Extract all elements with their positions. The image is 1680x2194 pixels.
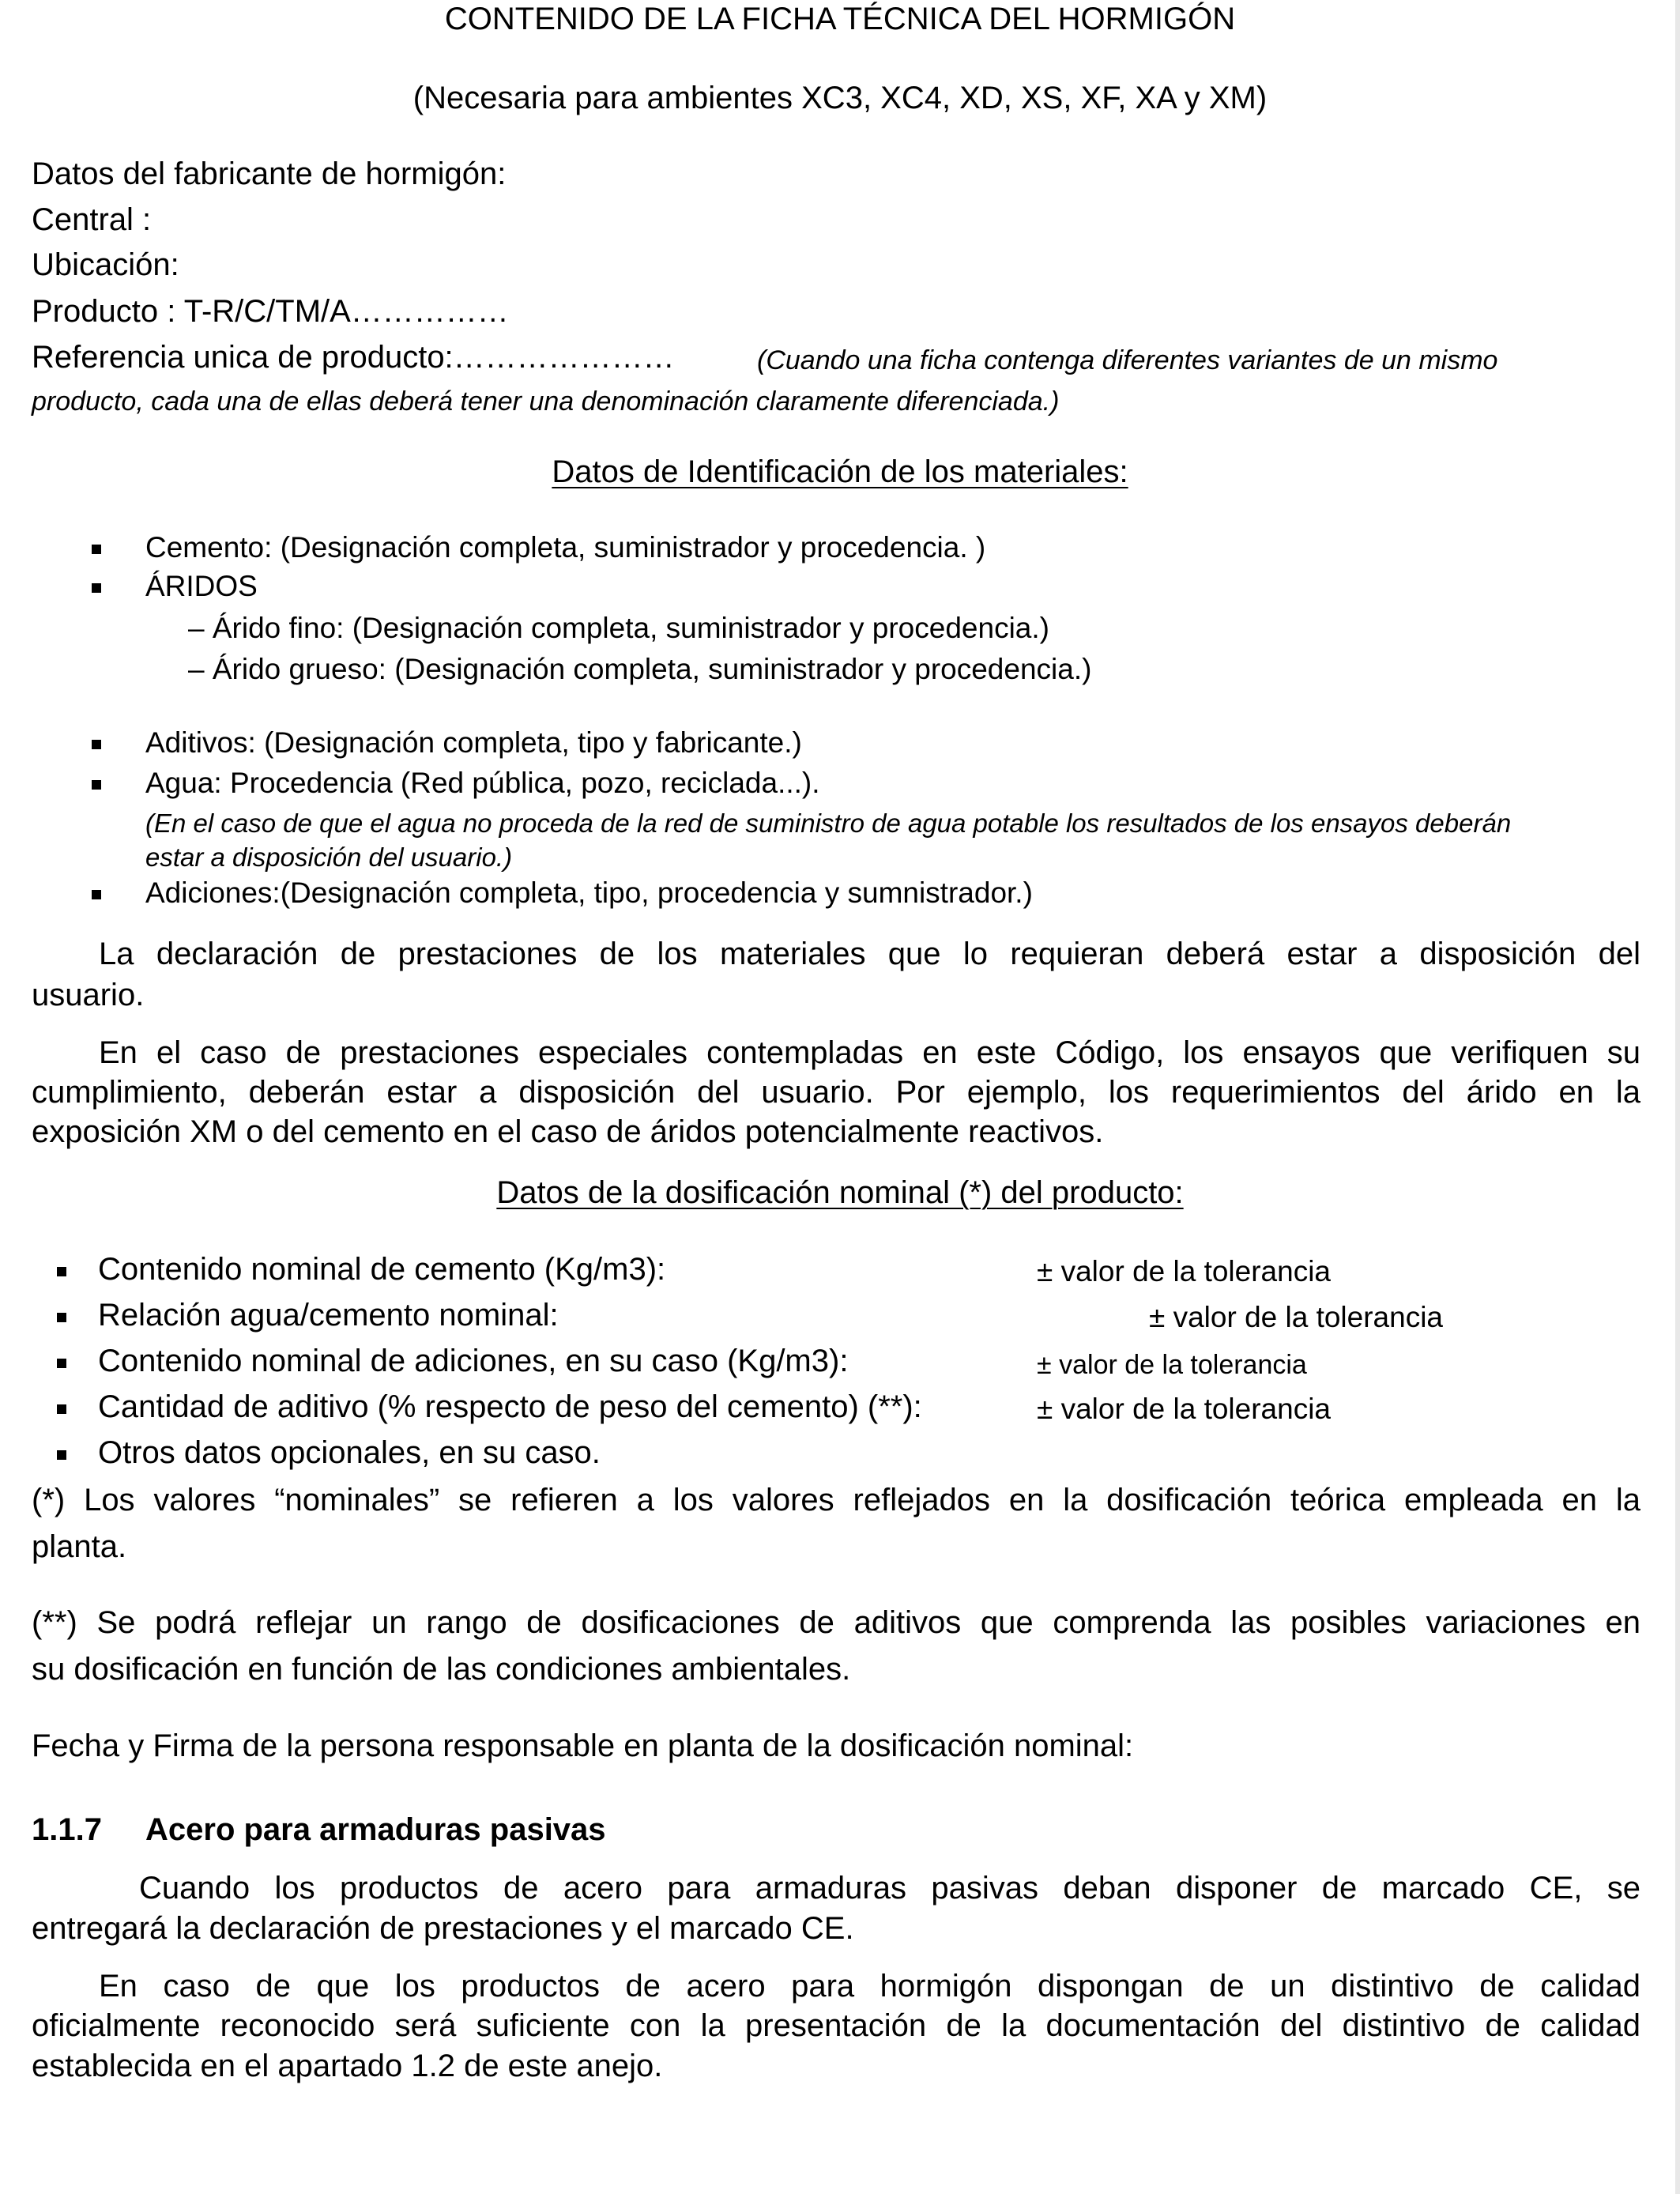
- dosage-item-label: Contenido nominal de cemento (Kg/m3):: [98, 1252, 666, 1287]
- material-item-cemento: Cemento: (Designación completa, suministrador y procedencia. ): [145, 531, 986, 564]
- material-item-agua: Agua: Procedencia (Red pública, pozo, reciclada...).: [145, 767, 820, 799]
- page-edge-divider: [1675, 0, 1680, 2194]
- dosage-item-tolerance: ± valor de la tolerancia: [1037, 1350, 1307, 1380]
- section-paragraph-2-line-1: En caso de que los productos de acero para hormigón dispongan de un distintivo de calidad: [99, 1969, 1640, 2004]
- document-title: CONTENIDO DE LA FICHA TÉCNICA DEL HORMIGÓN: [444, 2, 1236, 36]
- agua-note-line-1: (En el caso de que el agua no proceda de la red de suministro de agua potable los resultados de los ensayos deberán: [145, 809, 1512, 838]
- dosage-note-1-line-2: planta.: [32, 1529, 127, 1564]
- section-title: Acero para armaduras pasivas: [145, 1812, 606, 1847]
- referencia-note-line-1: (Cuando una ficha contenga diferentes variantes de un mismo: [757, 345, 1498, 375]
- ubicacion-field-label: Ubicación:: [32, 247, 179, 282]
- bullet-icon: [92, 583, 101, 593]
- producto-field-label: Producto : T-R/C/TM/A……………: [32, 294, 509, 329]
- section-paragraph-1-line-1: Cuando los productos de acero para armaduras pasivas deban disponer de marcado CE, se: [139, 1871, 1640, 1906]
- dosage-item-tolerance: ± valor de la tolerancia: [1037, 1393, 1332, 1425]
- dosage-item-tolerance: ± valor de la tolerancia: [1037, 1255, 1332, 1287]
- paragraph-prestaciones-line-2: cumplimiento, deberán estar a disposición del usuario. Por ejemplo, los requerimientos del árido en la: [32, 1075, 1640, 1110]
- section-number: 1.1.7: [32, 1812, 102, 1847]
- manufacturer-heading: Datos del fabricante de hormigón:: [32, 156, 507, 191]
- paragraph-prestaciones-line-1: En el caso de prestaciones especiales contempladas en este Código, los ensayos que verifiquen su: [99, 1035, 1640, 1070]
- material-item-aridos: ÁRIDOS: [145, 570, 258, 602]
- dosage-note-2-line-1: (**) Se podrá reflejar un rango de dosificaciones de aditivos que comprenda las posibles variaciones en: [32, 1605, 1640, 1640]
- bullet-icon: [92, 740, 101, 749]
- bullet-icon: [92, 780, 101, 790]
- dosage-item-label: Relación agua/cemento nominal:: [98, 1298, 559, 1333]
- bullet-icon: [92, 890, 101, 899]
- paragraph-declaracion-line-2: usuario.: [32, 978, 145, 1012]
- dosage-item-tolerance: ± valor de la tolerancia: [1149, 1301, 1444, 1333]
- paragraph-prestaciones-line-3: exposición XM o del cemento en el caso de áridos potencialmente reactivos.: [32, 1114, 1104, 1149]
- paragraph-declaracion-line-1: La declaración de prestaciones de los materiales que lo requieran deberá estar a disposición del: [99, 937, 1640, 971]
- material-item-aditivos: Aditivos: (Designación completa, tipo y fabricante.): [145, 726, 802, 759]
- section-paragraph-1-line-2: entregará la declaración de prestaciones y el marcado CE.: [32, 1911, 854, 1946]
- document-subtitle: (Necesaria para ambientes XC3, XC4, XD, XS, XF, XA y XM): [412, 81, 1268, 115]
- dosage-item-label: Cantidad de aditivo (% respecto de peso del cemento) (**):: [98, 1389, 922, 1424]
- material-subitem-arido-fino: – Árido fino: (Designación completa, suministrador y procedencia.): [188, 612, 1049, 644]
- bullet-icon: [57, 1313, 66, 1322]
- section-paragraph-2-line-2: oficialmente reconocido será suficiente con la presentación de la documentación del distintivo de calidad: [32, 2008, 1640, 2043]
- central-field-label: Central :: [32, 202, 152, 237]
- dosage-note-2-line-2: su dosificación en función de las condiciones ambientales.: [32, 1652, 851, 1687]
- material-subitem-arido-grueso: – Árido grueso: (Designación completa, suministrador y procedencia.): [188, 653, 1092, 685]
- dosage-heading: Datos de la dosificación nominal (*) del producto:: [496, 1175, 1184, 1210]
- referencia-field-label: Referencia unica de producto:…………………: [32, 340, 675, 375]
- section-paragraph-2-line-3: establecida en el apartado 1.2 de este anejo.: [32, 2049, 663, 2083]
- bullet-icon: [57, 1404, 66, 1414]
- bullet-icon: [57, 1450, 66, 1460]
- referencia-note-line-2: producto, cada una de ellas deberá tener una denominación claramente diferenciada.): [32, 386, 1060, 417]
- agua-note-line-2: estar a disposición del usuario.): [145, 843, 513, 872]
- bullet-icon: [57, 1267, 66, 1276]
- signature-line: Fecha y Firma de la persona responsable en planta de la dosificación nominal:: [32, 1728, 1134, 1763]
- dosage-item-label: Otros datos opcionales, en su caso.: [98, 1435, 601, 1470]
- material-item-adiciones: Adiciones:(Designación completa, tipo, procedencia y sumnistrador.): [145, 876, 1033, 909]
- dosage-item-label: Contenido nominal de adiciones, en su caso (Kg/m3):: [98, 1344, 849, 1378]
- materials-heading: Datos de Identificación de los materiales:: [552, 454, 1128, 489]
- bullet-icon: [92, 545, 101, 554]
- bullet-icon: [57, 1359, 66, 1368]
- dosage-note-1-line-1: (*) Los valores “nominales” se refieren a los valores reflejados en la dosificación teórica empleada en la: [32, 1483, 1640, 1517]
